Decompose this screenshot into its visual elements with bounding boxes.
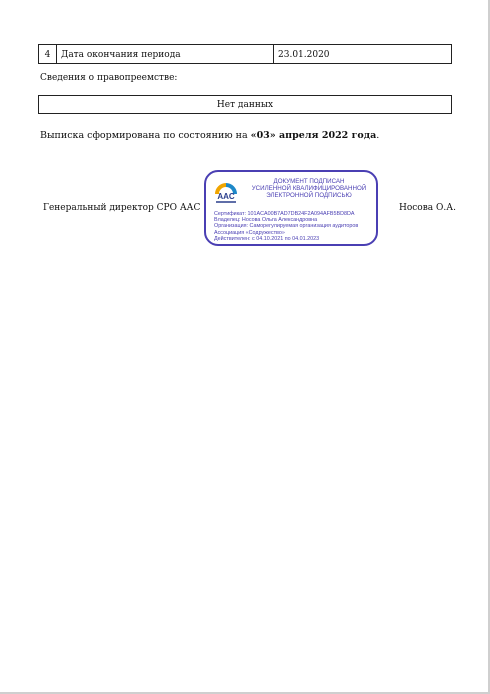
stamp-certificate: Сертификат: 101ACA00B7AD7DB24F2A094AFB5BD8DA [214, 211, 355, 217]
stamp-header [242, 178, 376, 199]
extract-date: «03» апреля 2022 года [250, 130, 377, 141]
succession-value: Нет данных [216, 100, 274, 110]
e-signature-stamp [204, 170, 378, 246]
stamp-header-line-3: ЭЛЕКТРОННОЙ ПОДПИСЬЮ [266, 192, 352, 199]
row-number: 4 [39, 45, 57, 63]
stamp-validity: Действителен: с 04.10.2021 по 04.01.2023 [214, 235, 320, 242]
period-end-row [38, 44, 452, 64]
stamp-owner: Владелец: Носова Ольга Александровна [214, 217, 318, 224]
stamp-header-line-1: ДОКУМЕНТ ПОДПИСАН [273, 178, 345, 185]
succession-label: Сведения о правопреемстве: [40, 73, 178, 83]
stamp-organization: Организация: Саморегулируемая организация аудиторов [214, 223, 359, 230]
stamp-details [214, 211, 378, 242]
signer-title: Генеральный директор СРО ААС [43, 203, 201, 213]
stamp-association: Ассоциация «Содружество» [214, 229, 285, 236]
row-label: Дата окончания периода [57, 45, 274, 63]
extract-prefix: Выписка сформирована по состоянию на [40, 130, 251, 141]
succession-value-box [38, 95, 452, 114]
row-value: 23.01.2020 [278, 50, 330, 60]
signer-name: Носова О.А. [399, 203, 456, 213]
extract-suffix: . [376, 130, 380, 141]
aac-logo-icon [211, 177, 241, 207]
stamp-header-line-2: УСИЛЕННОЙ КВАЛИФИЦИРОВАННОЙ [251, 185, 367, 192]
extract-statement [40, 130, 379, 141]
logo-text: AAC [217, 192, 235, 201]
